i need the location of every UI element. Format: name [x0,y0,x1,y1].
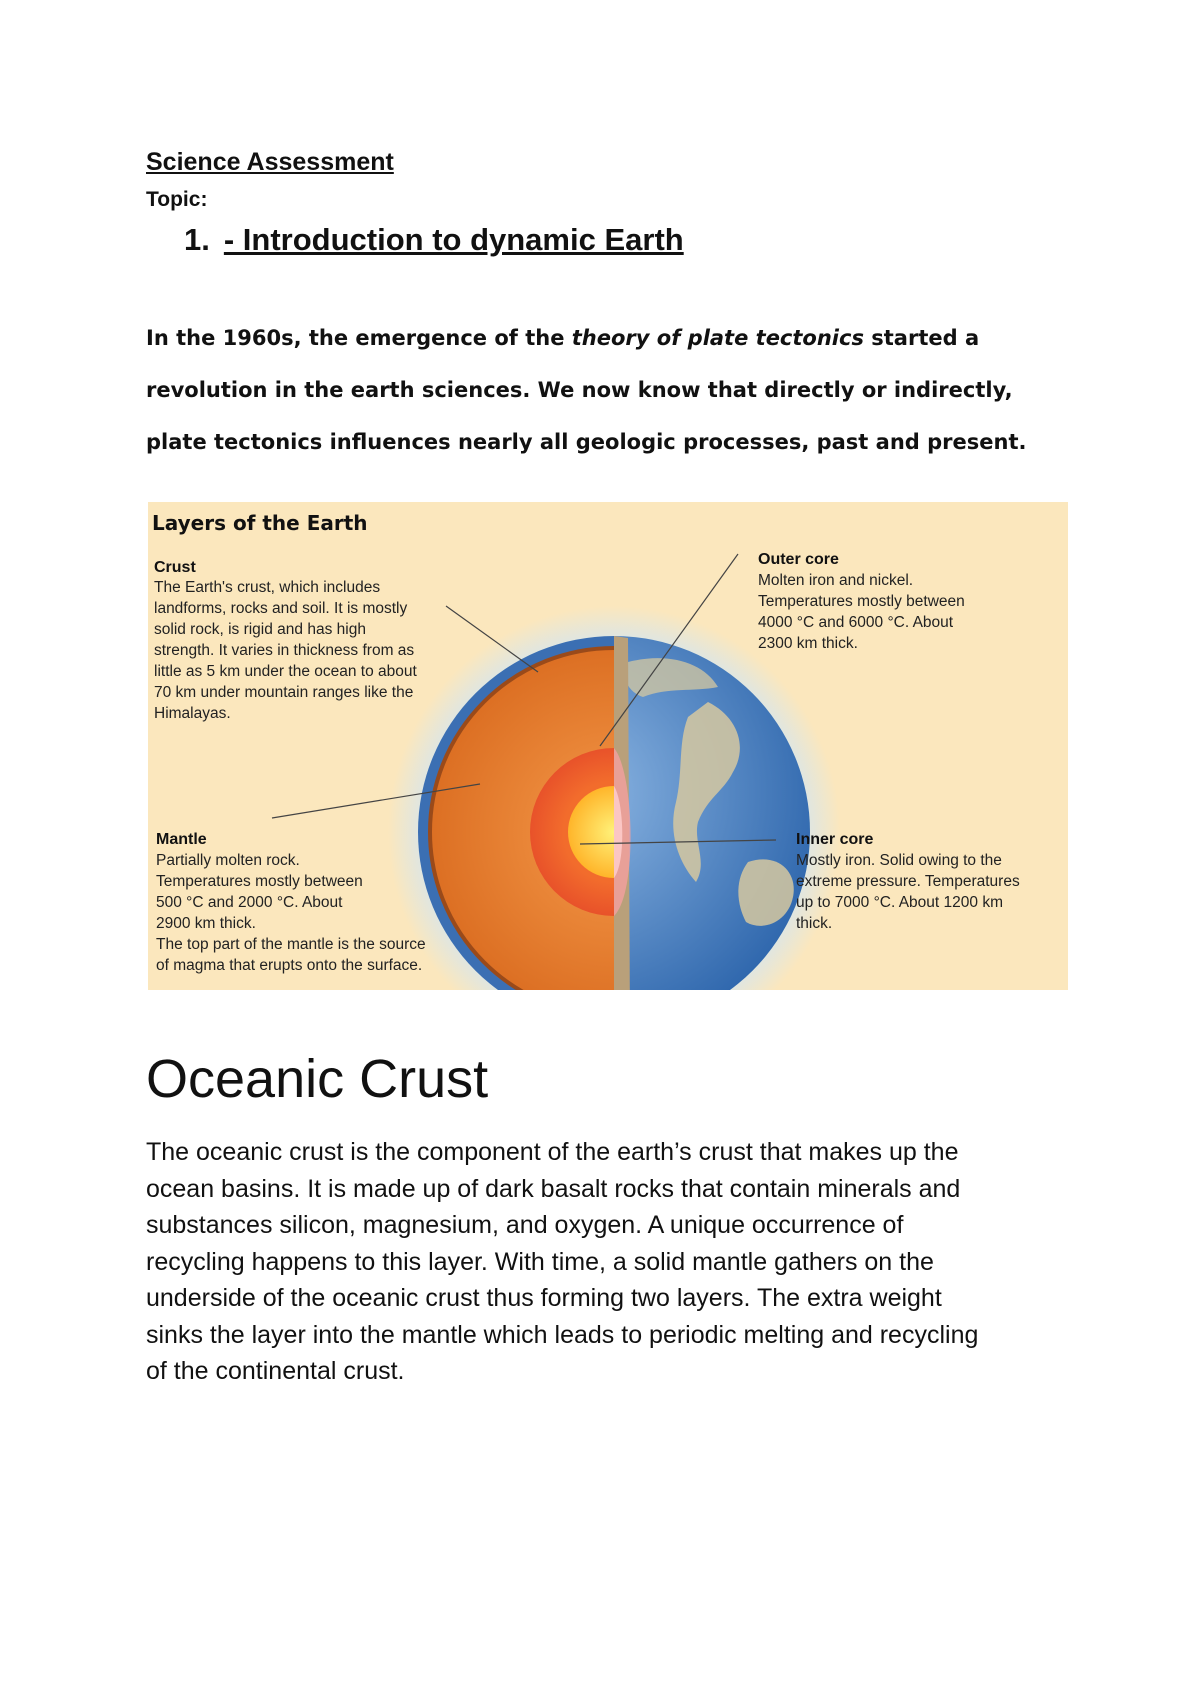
inner-core-line: Mostly iron. Solid owing to the [796,852,1002,869]
topic-number: 1. [184,222,210,257]
inner-core-line: up to 7000 °C. About 1200 km [796,894,1003,911]
outer-core-line: 4000 °C and 6000 °C. About [758,614,954,631]
mantle-line: Partially molten rock. [156,852,300,869]
topic-label: Topic: [146,188,208,211]
section-line: underside of the oceanic crust thus forming two layers. The extra weight [146,1284,942,1312]
crust-line: landforms, rocks and soil. It is mostly [154,600,408,617]
section-line: sinks the layer into the mantle which leads to periodic melting and recycling [146,1320,979,1349]
outer-core-heading: Outer core [758,551,839,568]
section-heading: Oceanic Crust [146,1049,489,1109]
crust-heading: Crust [154,559,196,576]
mantle-line: of magma that erupts onto the surface. [156,957,423,974]
intro-line [146,312,1086,364]
inner-core-line: thick. [796,915,833,932]
crust-line: The Earth's crust, which includes [154,579,381,596]
mantle-line: 500 °C and 2000 °C. About [156,894,343,911]
earth-layers-figure [148,502,1068,990]
section-line: substances silicon, magnesium, and oxygen. A unique occurrence of [146,1211,904,1239]
section-line: The oceanic crust is the component of the earth’s crust that makes up the [146,1138,959,1166]
inner-core-line: extreme pressure. Temperatures [796,873,1020,890]
mantle-line: Temperatures mostly between [156,873,363,890]
crust-line: Himalayas. [154,705,231,722]
section-line: ocean basins. It is made up of dark basalt rocks that contain minerals and [146,1174,961,1203]
section-line: of the continental crust. [146,1357,405,1385]
topic-heading [184,222,684,258]
intro-text: started a [863,326,980,350]
earth-layers-diagram [148,502,1068,990]
outer-core-line: Temperatures mostly between [758,593,965,610]
intro-line: plate tectonics influences nearly all geologic processes, past and present. [146,430,1027,454]
section-paragraph [146,1134,1086,1390]
crust-description [154,579,417,722]
crust-line: little as 5 km under the ocean to about [154,663,417,680]
figure-title: Layers of the Earth [152,511,368,535]
inner-core-heading: Inner core [796,831,874,848]
mantle-line: 2900 km thick. [156,915,256,932]
intro-emphasis: theory of plate tectonics [571,326,864,350]
crust-line: solid rock, is rigid and has high [154,621,366,638]
outer-core-line: 2300 km thick. [758,635,858,652]
mantle-line: The top part of the mantle is the source [156,936,426,953]
intro-line: revolution in the earth sciences. We now know that directly or indirectly, [146,378,1013,402]
crust-line: strength. It varies in thickness from as [154,642,415,659]
topic-heading-text: - Introduction to dynamic Earth [223,222,684,257]
intro-paragraph [146,312,1086,468]
intro-text: In the 1960s, the emergence of the [146,326,572,350]
section-line: recycling happens to this layer. With time, a solid mantle gathers on the [146,1247,934,1276]
document-title: Science Assessment [146,148,394,176]
outer-core-line: Molten iron and nickel. [758,572,914,589]
mantle-heading: Mantle [156,831,207,848]
crust-line: 70 km under mountain ranges like the [154,684,414,701]
